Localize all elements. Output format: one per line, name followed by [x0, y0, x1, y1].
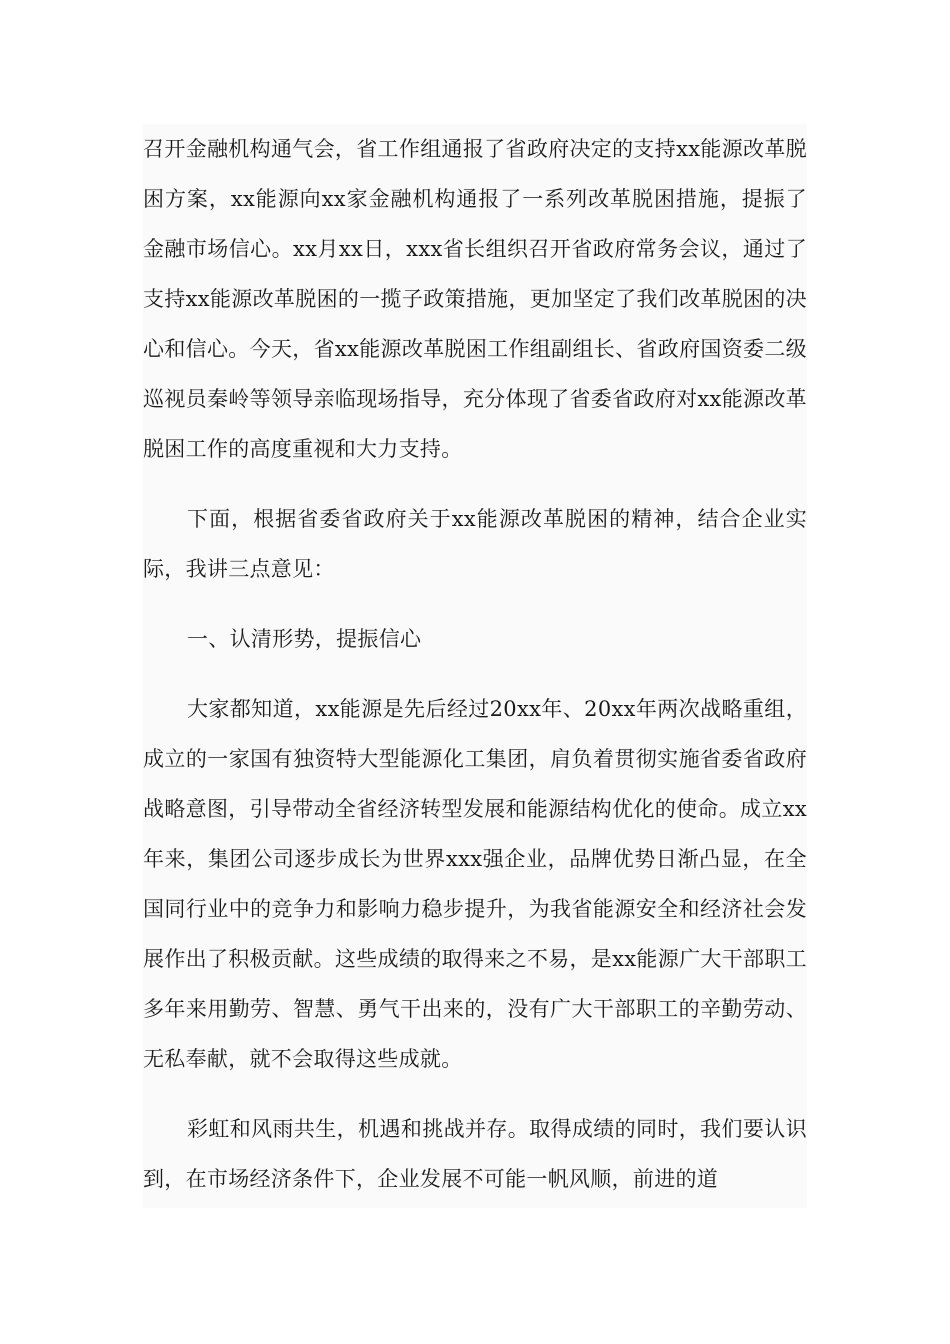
paragraph-challenges: 彩虹和风雨共生，机遇和挑战并存。取得成绩的同时，我们要认识到，在市场经济条件下，企业发展不可能一帆风顺，前进的道: [143, 1117, 807, 1191]
document-body: [143, 124, 807, 1208]
paragraph-background: 大家都知道，xx能源是先后经过20xx年、20xx年两次战略重组，成立的一家国有独资特大型能源化工集团，肩负着贯彻实施省委省政府战略意图，引导带动全省经济转型发展和能源结构优化的使命。成立xx年来，集团公司逐步成长为世界xxx强企业，品牌优势日渐凸显，在全国同行业中的竞争力和影响力稳步提升，为我省能源安全和经济社会发展作出了积极贡献。这些成绩的取得来之不易，是xx能源广大干部职工多年来用勤劳、智慧、勇气干出来的，没有广大干部职工的辛勤劳动、无私奉献，就不会取得这些成就。: [143, 697, 807, 1071]
paragraph-continuation: 召开金融机构通气会，省工作组通报了省政府决定的支持xx能源改革脱困方案，xx能源向xx家金融机构通报了一系列改革脱困措施，提振了金融市场信心。xx月xx日，xxx省长组织召开省政府常务会议，通过了支持xx能源改革脱困的一揽子政策措施，更加坚定了我们改革脱困的决心和信心。今天，省xx能源改革脱困工作组副组长、省政府国资委二级巡视员秦岭等领导亲临现场指导，充分体现了省委省政府对xx能源改革脱困工作的高度重视和大力支持。: [143, 137, 807, 461]
paragraph-intro: 下面，根据省委省政府关于xx能源改革脱困的精神，结合企业实际，我讲三点意见：: [143, 507, 807, 581]
section-heading: 一、认清形势，提振信心: [187, 627, 422, 651]
